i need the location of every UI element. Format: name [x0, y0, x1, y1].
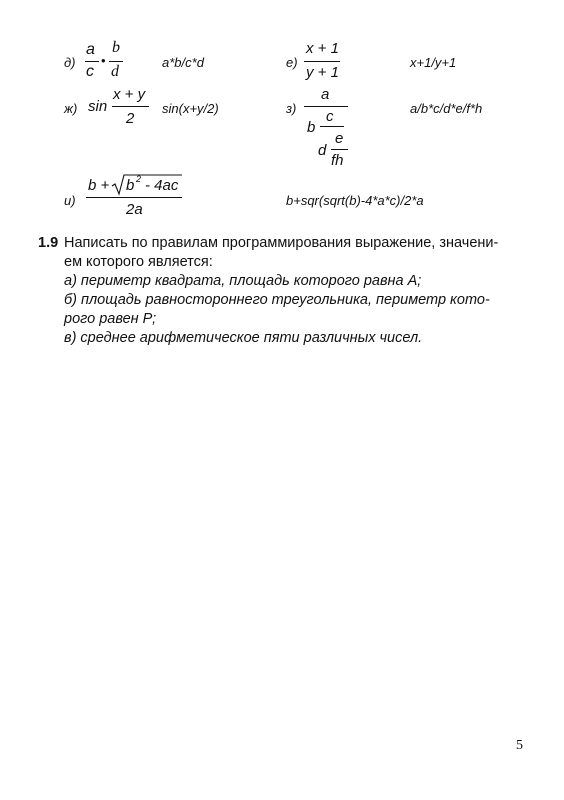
fraction-bar: [86, 197, 182, 198]
numerator-prefix: b +: [88, 177, 110, 194]
label-i: и): [64, 193, 76, 208]
fraction-bar: [320, 126, 344, 127]
fraction-numerator: x + 1: [306, 40, 339, 57]
label-e: е): [286, 55, 298, 70]
page-number: 5: [516, 738, 523, 753]
multiply-dot: •: [101, 53, 106, 68]
nested-c: c: [326, 108, 334, 125]
task-item: в) среднее арифметическое пяти различных чисел.: [64, 330, 423, 346]
fraction-numerator: x + y: [113, 86, 146, 103]
fraction-denominator: 2: [126, 110, 135, 127]
answer-i: b+sqr(sqrt(b)-4*a*c)/2*a: [286, 193, 424, 208]
radicand-rest: - 4ac: [145, 177, 179, 194]
fraction-bar: [109, 61, 123, 62]
label-z: з): [286, 101, 297, 116]
nested-b: b: [307, 119, 316, 136]
fraction-denominator: d: [111, 63, 119, 80]
label-d: д): [64, 55, 76, 70]
task-text-line: Написать по правилам программирования выражение, значени-: [64, 235, 499, 251]
task-item: б) площадь равностороннего треугольника, периметр кото-: [64, 292, 490, 308]
nested-fraction-top: a: [321, 86, 330, 103]
fraction-bar: [304, 106, 348, 107]
fraction-numerator: b: [112, 39, 120, 56]
task-number: 1.9: [38, 235, 59, 251]
answer-zh: sin(x+y/2): [162, 101, 219, 116]
radicand-base: b: [126, 177, 135, 194]
nested-fh: fh: [331, 152, 344, 169]
fraction-denominator: 2a: [126, 201, 143, 218]
fraction-bar: [331, 149, 348, 150]
fraction-bar: [304, 61, 340, 62]
task-item: рого равен Р;: [64, 311, 157, 327]
function-name: sin: [88, 98, 108, 115]
answer-d: a*b/c*d: [162, 55, 204, 70]
task-text-line: ем которого является:: [64, 254, 213, 270]
radicand-exponent: 2: [136, 174, 142, 184]
answer-z: a/b*c/d*e/f*h: [410, 101, 483, 116]
fraction-bar: [112, 106, 149, 107]
fraction-denominator: c: [86, 63, 94, 80]
fraction-denominator: y + 1: [306, 64, 339, 81]
fraction-bar: [85, 61, 99, 62]
nested-d: d: [318, 142, 327, 159]
answer-e: x+1/y+1: [410, 55, 457, 70]
task-item: а) периметр квадрата, площадь которого равна А;: [64, 273, 422, 289]
nested-e: e: [335, 130, 344, 147]
label-zh: ж): [64, 101, 78, 116]
fraction-numerator: a: [86, 41, 95, 58]
